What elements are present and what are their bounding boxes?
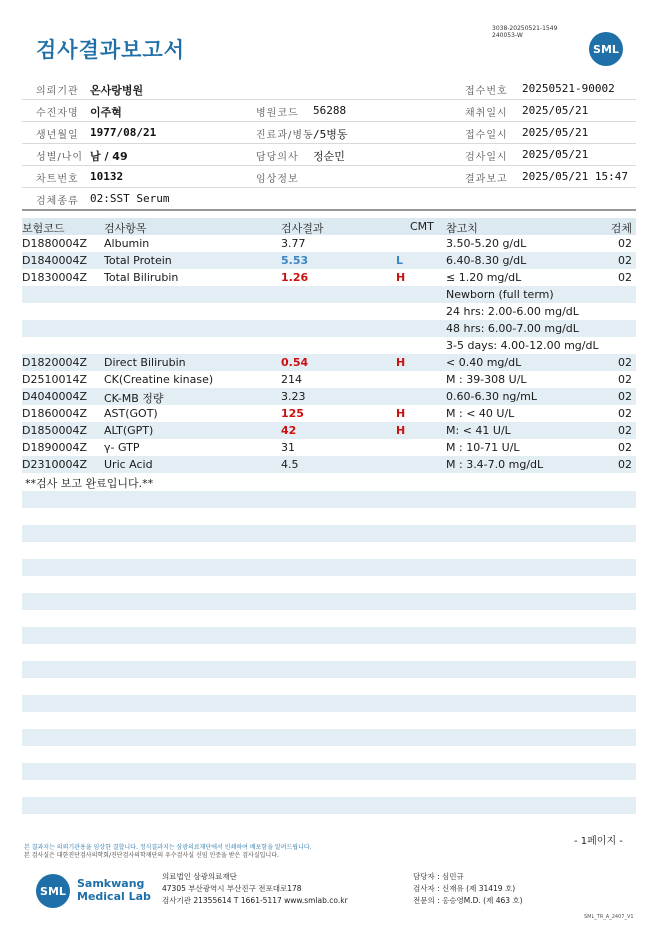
code-cell: D1890004Z (22, 441, 87, 454)
doctor-value: 정순민 (313, 150, 345, 163)
info-row (22, 78, 636, 100)
code-cell: D1860004Z (22, 407, 87, 420)
table-row (22, 371, 636, 388)
table-row (22, 456, 636, 473)
table-row (22, 439, 636, 456)
info-row (22, 122, 636, 144)
staff-block (413, 871, 523, 907)
result-cell: 125 (281, 407, 304, 420)
reference-cell: M : < 40 U/L (446, 407, 515, 420)
address-line: 검사기관 21355614 T 1661-5117 www.smlab.co.kr (162, 896, 348, 905)
report-title: 검사결과보고서 (36, 38, 186, 62)
specimen-cell: 02 (618, 390, 632, 403)
blank-row (22, 695, 636, 712)
reference-cell: M : 3.4-7.0 mg/dL (446, 458, 544, 471)
specimen-cell: 02 (618, 356, 632, 369)
patient-info (22, 78, 636, 211)
complete-note: **검사 보고 완료입니다.** (25, 477, 154, 490)
blank-row (22, 661, 636, 678)
page-number: - 1페이지 - (574, 836, 623, 847)
table-row (22, 320, 636, 337)
staff-line: 전문의 : 옹승영M.D. (제 463 호) (413, 896, 523, 905)
code-cell: D1840004Z (22, 254, 87, 267)
sex-age-label: 성별/나이 (36, 152, 84, 163)
doctor-label: 담당의사 (256, 152, 299, 163)
dept-label: 진료과/병동 (256, 130, 314, 141)
table-row (22, 405, 636, 422)
sex-age-value: 남 / 49 (90, 150, 128, 163)
reference-cell: ≤ 1.20 mg/dL (446, 271, 522, 284)
blank-row (22, 763, 636, 780)
item-cell: Total Protein (104, 254, 172, 267)
table-row (22, 422, 636, 439)
reference-cell: 24 hrs: 2.00-6.00 mg/dL (446, 305, 579, 318)
code-cell: D1830004Z (22, 271, 87, 284)
tested-label: 검사일시 (465, 152, 508, 163)
reference-cell: M: < 41 U/L (446, 424, 511, 437)
reference-cell: 48 hrs: 6.00-7.00 mg/dL (446, 322, 579, 335)
blank-row (22, 525, 636, 542)
specimen-cell: 02 (618, 441, 632, 454)
header-item: 검사항목 (104, 222, 147, 235)
item-cell: CK-MB 정량 (104, 392, 164, 405)
header-ref: 참고치 (446, 222, 478, 235)
document-id-line: 240053-W (492, 32, 523, 39)
notice-line: 본 결과지는 의뢰기관용을 임상한 결합니다. 정식결과지는 삼광의료재단에서 인쇄하여 배포함을 알려드립니다. (24, 844, 312, 851)
result-cell: 3.23 (281, 390, 306, 403)
clinical-label: 임상정보 (256, 174, 299, 185)
specimen-cell: 02 (618, 424, 632, 437)
reported-value: 2025/05/21 15:47 (522, 170, 628, 183)
table-row (22, 388, 636, 405)
specimen-cell: 02 (618, 237, 632, 250)
header-specimen: 검체 (610, 222, 632, 235)
dept-value: /5병동 (313, 128, 348, 141)
brand-line: Medical Lab (77, 890, 151, 903)
reference-cell: 0.60-6.30 ng/mL (446, 390, 537, 403)
result-cell: 0.54 (281, 356, 309, 369)
address-line: 의료법인 삼광의료재단 (162, 872, 237, 881)
code-cell: D1820004Z (22, 356, 87, 369)
received-value: 2025/05/21 (522, 126, 589, 139)
info-row (22, 166, 636, 188)
address-line: 47305 부산광역시 부산진구 전포대로178 (162, 884, 302, 893)
collected-label: 채취일시 (465, 108, 508, 119)
chart-label: 차트번호 (36, 174, 79, 185)
result-cell: 3.77 (281, 237, 306, 250)
chart-value: 10132 (90, 170, 124, 183)
table-header (22, 218, 636, 235)
item-cell: Uric Acid (104, 458, 153, 471)
sml-footer-logo: SML (36, 874, 70, 908)
specimen-cell: 02 (618, 458, 632, 471)
blank-rows (22, 491, 636, 831)
name-label: 수진자명 (36, 108, 79, 119)
table-row (22, 337, 636, 354)
reference-cell: 3.50-5.20 g/dL (446, 237, 527, 250)
code-cell: D1880004Z (22, 237, 87, 250)
blank-row (22, 729, 636, 746)
header-cmt: CMT (410, 220, 434, 233)
hospital-code-label: 병원코드 (256, 108, 299, 119)
specimen-cell: 02 (618, 254, 632, 267)
header-result: 검사결과 (281, 222, 324, 235)
specimen-cell: 02 (618, 271, 632, 284)
code-cell: D2310004Z (22, 458, 87, 471)
table-row (22, 354, 636, 371)
result-cell: 4.5 (281, 458, 299, 471)
item-cell: γ- GTP (104, 441, 140, 454)
sml-logo: SML (589, 32, 623, 66)
reference-cell: M : 10-71 U/L (446, 441, 520, 454)
reference-cell: M : 39-308 U/L (446, 373, 527, 386)
hospital-value: 온사랑병원 (90, 84, 144, 97)
form-version: SML_TR_A_2407_V1 (584, 914, 634, 920)
specimen-value: 02:SST Serum (90, 192, 170, 205)
blank-row (22, 627, 636, 644)
result-cell: 5.53 (281, 254, 309, 267)
table-row (22, 286, 636, 303)
code-cell: D2510014Z (22, 373, 87, 386)
flag-cell: H (396, 356, 406, 369)
info-row (22, 144, 636, 166)
reported-label: 결과보고 (465, 174, 508, 185)
specimen-label: 검체종류 (36, 196, 79, 207)
receipt-no-value: 20250521-90002 (522, 82, 615, 95)
flag-cell: L (396, 254, 404, 267)
reference-cell: < 0.40 mg/dL (446, 356, 522, 369)
receipt-no-label: 접수번호 (465, 86, 508, 97)
header-code: 보험코드 (22, 222, 65, 235)
flag-cell: H (396, 407, 406, 420)
complete-note-row (22, 473, 636, 490)
address-block (162, 871, 348, 907)
blank-row (22, 797, 636, 814)
table-body (22, 235, 636, 473)
flag-cell: H (396, 424, 406, 437)
info-row (22, 188, 636, 211)
table-row (22, 235, 636, 252)
item-cell: Albumin (104, 237, 150, 250)
table-row (22, 252, 636, 269)
table-row (22, 269, 636, 286)
item-cell: AST(GOT) (104, 407, 158, 420)
reference-cell: 6.40-8.30 g/dL (446, 254, 527, 267)
staff-line: 담당자 : 심민규 (413, 872, 464, 881)
result-cell: 42 (281, 424, 297, 437)
specimen-cell: 02 (618, 407, 632, 420)
blank-row (22, 491, 636, 508)
table-row (22, 303, 636, 320)
results-table (22, 218, 636, 490)
hospital-code-value: 56288 (313, 104, 347, 117)
brand-line: Samkwang (77, 877, 145, 890)
item-cell: Direct Bilirubin (104, 356, 186, 369)
brand-name (77, 877, 151, 903)
collected-value: 2025/05/21 (522, 104, 589, 117)
result-cell: 214 (281, 373, 302, 386)
code-cell: D1850004Z (22, 424, 87, 437)
name-value: 이주혁 (90, 106, 122, 119)
specimen-cell: 02 (618, 373, 632, 386)
dob-value: 1977/08/21 (90, 126, 157, 139)
document-id-line: 3038-20250521-1549 (492, 25, 558, 32)
reference-cell: Newborn (full term) (446, 288, 554, 301)
item-cell: CK(Creatine kinase) (104, 373, 214, 386)
item-cell: Total Bilirubin (104, 271, 179, 284)
document-id (492, 25, 557, 39)
result-cell: 31 (281, 441, 295, 454)
dob-label: 생년월일 (36, 130, 79, 141)
received-label: 접수일시 (465, 130, 508, 141)
item-cell: ALT(GPT) (104, 424, 154, 437)
hospital-label: 의뢰기관 (36, 86, 79, 97)
blank-row (22, 593, 636, 610)
code-cell: D4040004Z (22, 390, 87, 403)
staff-line: 검사자 : 신재유 (제 31419 호) (413, 884, 516, 893)
reference-cell: 3-5 days: 4.00-12.00 mg/dL (446, 339, 599, 352)
info-row (22, 100, 636, 122)
result-cell: 1.26 (281, 271, 309, 284)
flag-cell: H (396, 271, 406, 284)
blank-row (22, 559, 636, 576)
tested-value: 2025/05/21 (522, 148, 589, 161)
notice-line: 본 검사실은 대한진단검사의학회/진단검사의학재단의 우수검사실 신임 인증을 받은 검사실입니다. (24, 852, 279, 859)
